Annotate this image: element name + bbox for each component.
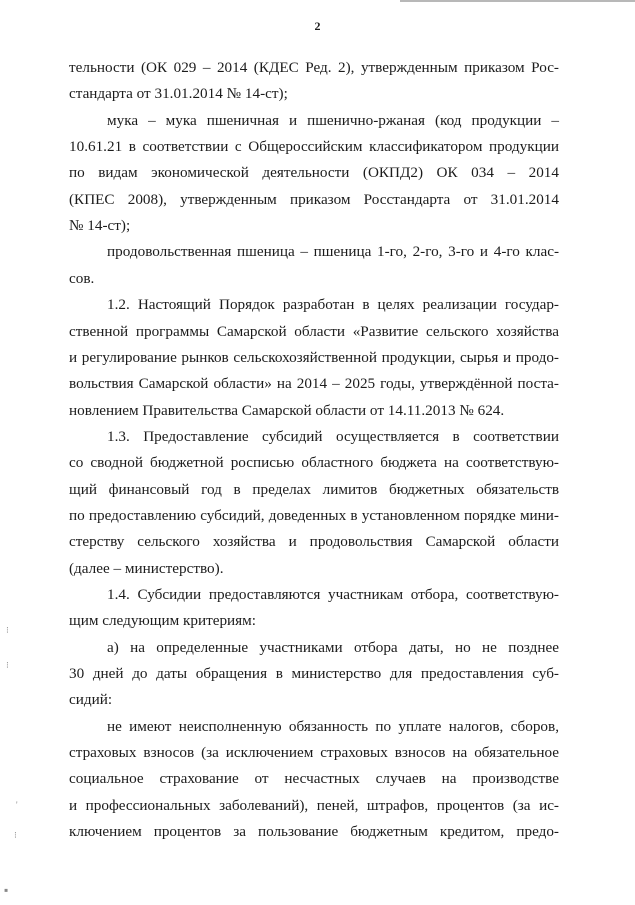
scan-margin-mark: ' (16, 800, 18, 810)
text-line: щим следующим критериям: (69, 612, 257, 630)
text-line: 1.4. Субсидии предоставляются участникам отбора, соответствую- (107, 586, 559, 603)
text-line: тельности (ОК 029 – 2014 (КДЕС Ред. 2), утвержденным приказом Рос- (69, 59, 559, 76)
text-line: страховых взносов (за исключением страховых взносов на обязательное (69, 744, 559, 762)
text-line: 1.2. Настоящий Порядок разработан в целях реализации государ- (107, 296, 559, 314)
text-line: 1.3. Предоставление субсидий осуществляется в соответствии (107, 427, 559, 445)
text-line: мука – мука пшеничная и пшенично-ржаная (код продукции – (107, 111, 559, 129)
page-number: 2 (314, 19, 321, 33)
text-line: сидий: (69, 691, 113, 709)
text-line: сов. (69, 269, 95, 287)
text-line: 10.61.21 в соответствии с Общероссийским классификатором продукции (69, 138, 559, 156)
text-line: и профессиональных заболеваний), пеней, штрафов, процентов (за ис- (69, 796, 559, 814)
text-line: по предоставлению субсидий, доведенных в установленном порядке мини- (69, 506, 559, 524)
text-line: ключением процентов за пользование бюджетным кредитом, предо- (69, 823, 559, 841)
text-line: щий финансовый год в пределах лимитов бюджетных обязательств (69, 480, 559, 498)
text-line: не имеют неисполненную обязанность по уплате налогов, сборов, (107, 717, 559, 735)
text-line: 30 дней до даты обращения в министерство для предоставления суб- (69, 665, 559, 683)
text-line: социальное страхование от несчастных случаев на производстве (69, 770, 559, 788)
text-line: (КПЕС 2008), утвержденным приказом Росстандарта от 31.01.2014 (69, 190, 559, 208)
text-line: и регулирование рынков сельскохозяйственной продукции, сырья и продо- (69, 348, 559, 366)
scan-margin-mark: ⁝ (14, 830, 17, 840)
text-line: стандарта от 31.01.2014 № 14-ст); (69, 85, 288, 103)
text-line: новлением Правительства Самарской области от 14.11.2013 № 624. (69, 401, 505, 419)
text-line: продовольственная пшеница – пшеница 1-го, 2-го, 3-го и 4-го клас- (107, 243, 559, 261)
scan-margin-mark: ▪ (4, 883, 9, 897)
text-line: ственной программы Самарской области «Развитие сельского хозяйства (69, 322, 559, 340)
text-line: (далее – министерство). (69, 559, 224, 577)
text-line: по видам экономической деятельности (ОКПД2) ОК 034 – 2014 (69, 164, 559, 182)
text-line: стерству сельского хозяйства и продовольствия Самарской области (69, 533, 559, 551)
text-line: а) на определенные участниками отбора даты, но не позднее (107, 638, 559, 656)
text-line: вольствия Самарской области» на 2014 – 2025 годы, утверждённой поста- (69, 375, 559, 393)
scan-margin-mark: ⁝ (6, 660, 9, 670)
top-edge-rule (400, 0, 635, 2)
text-line: № 14-ст); (69, 217, 131, 235)
text-line: со сводной бюджетной росписью областного бюджета на соответствую- (69, 454, 559, 472)
scan-margin-mark: ⁝ (6, 625, 9, 635)
